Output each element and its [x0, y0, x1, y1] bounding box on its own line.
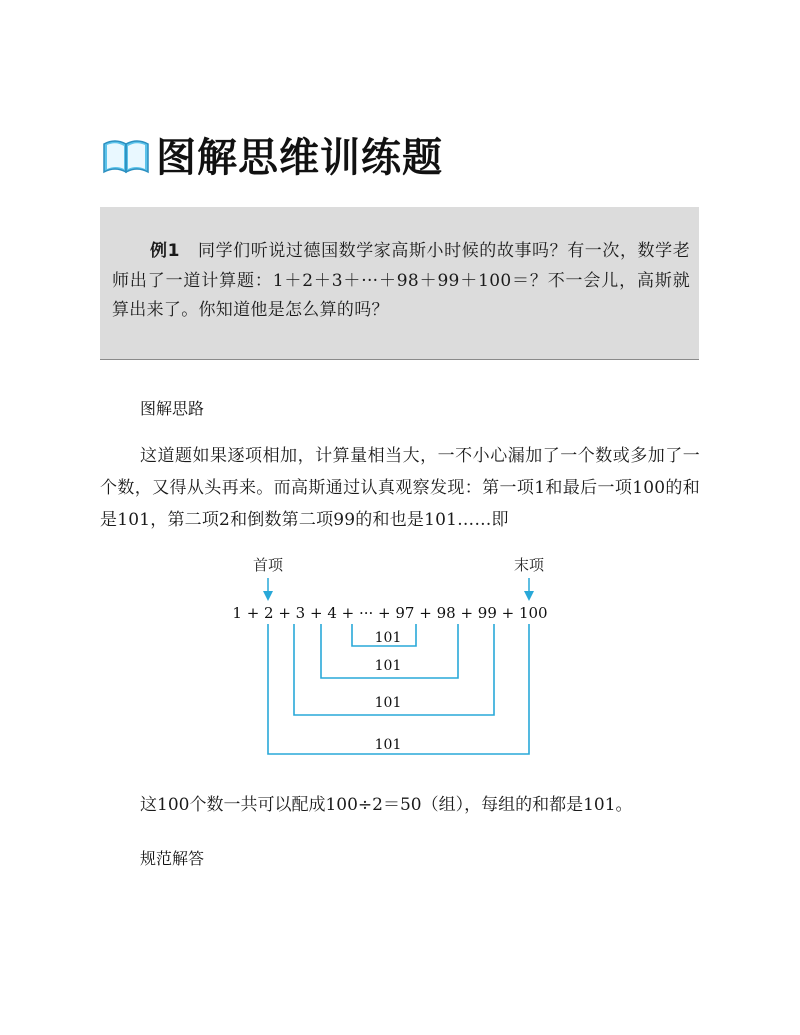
conclusion-text: 这100个数一共可以配成100÷2＝50（组），每组的和都是101。 [140, 795, 633, 815]
section-heading-answer: 规范解答 [140, 849, 205, 868]
last-term-label: 末项 [513, 556, 545, 574]
example-question: 同学们听说过德国数学家高斯小时候的故事吗？有一次，数学老师出了一道计算题：1＋2＋3＋···＋98＋99＋100＝？不一会儿，高斯就算出来了。你知道他是怎么算的吗？ [112, 241, 690, 320]
section-heading-thinking: 图解思路 [140, 399, 205, 418]
first-term-arrow [263, 578, 273, 601]
example-label: 例1 [150, 241, 180, 261]
open-book-icon [100, 130, 152, 178]
first-term-label: 首项 [252, 556, 284, 574]
title-row [100, 124, 443, 184]
example-text [112, 237, 690, 326]
last-term-arrow [524, 578, 534, 601]
page-title: 图解思维训练题 [156, 134, 443, 181]
pair-sum-label: 101 [374, 695, 402, 711]
sum-expression: 1 + 2 + 3 + 4 + ··· + 97 + 98 + 99 + 100 [232, 604, 548, 622]
explanation-paragraph: 这道题如果逐项相加，计算量相当大，一不小心漏加了一个数或多加了一个数，又得从头再来。而高斯通过认真观察发现：第一项1和最后一项100的和是101，第二项2和倒数第二项99的和也是101……即 [100, 446, 700, 530]
pairing-diagram [230, 548, 570, 763]
pair-sum-label: 101 [374, 737, 402, 753]
pair-sum-label: 101 [374, 658, 402, 674]
pair-sum-label: 101 [374, 630, 402, 646]
example-box [100, 207, 699, 360]
